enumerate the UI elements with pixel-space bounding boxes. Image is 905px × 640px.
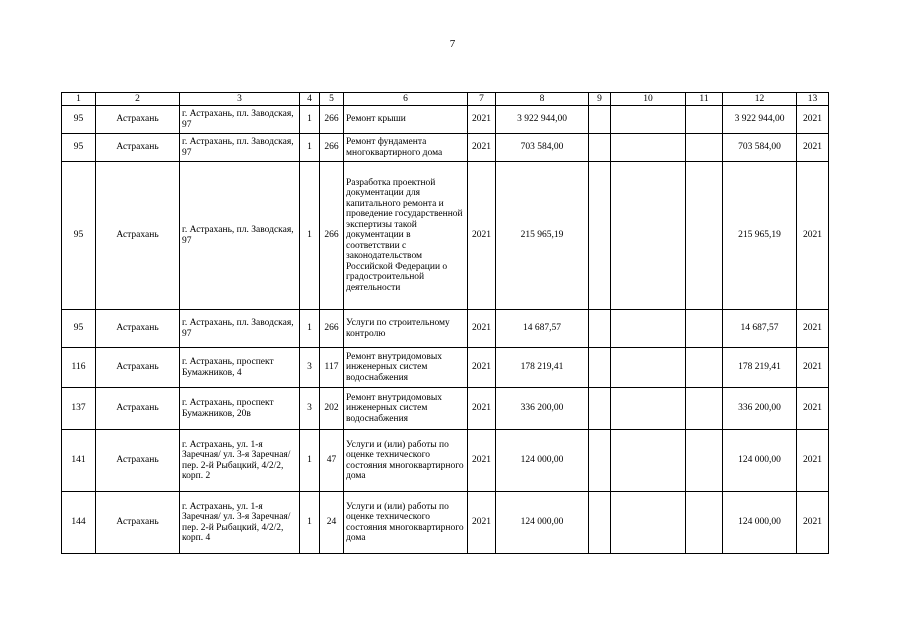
cell-col-4: 3: [300, 348, 320, 388]
cell-year: 2021: [468, 162, 496, 310]
cell-year: 2021: [468, 348, 496, 388]
cell-col-4: 1: [300, 134, 320, 162]
cell-address: г. Астрахань, ул. 1-я Заречная/ ул. 3-я Заречная/ пер. 2-й Рыбацкий, 4/2/2, корп. 4: [180, 492, 300, 554]
cell-year: 2021: [468, 106, 496, 134]
cell-address: г. Астрахань, проспект Бумажников, 4: [180, 348, 300, 388]
cell-col-5: 266: [320, 134, 344, 162]
cell-municipality: Астрахань: [96, 134, 180, 162]
cell-address: г. Астрахань, пл. Заводская, 97: [180, 162, 300, 310]
table-row: [62, 310, 829, 348]
cell-col-11: [686, 106, 723, 134]
cell-municipality: Астрахань: [96, 388, 180, 430]
cell-col-10: [611, 492, 686, 554]
cell-work-type: Ремонт внутридомовых инженерных систем водоснабжения: [344, 388, 468, 430]
table-row: [62, 492, 829, 554]
cell-register-number: 95: [62, 162, 96, 310]
cell-col-11: [686, 430, 723, 492]
cell-work-type: Ремонт фундамента многоквартирного дома: [344, 134, 468, 162]
cell-cost: 3 922 944,00: [496, 106, 589, 134]
cell-col-4: 1: [300, 310, 320, 348]
table-row: [62, 106, 829, 134]
column-header: 1: [62, 93, 96, 106]
cell-cost: 215 965,19: [496, 162, 589, 310]
cell-end-year: 2021: [797, 134, 829, 162]
cell-col-4: 1: [300, 106, 320, 134]
cell-col-9: [589, 162, 611, 310]
cell-register-number: 137: [62, 388, 96, 430]
cell-col-10: [611, 106, 686, 134]
cell-total: 703 584,00: [723, 134, 797, 162]
cell-total: 14 687,57: [723, 310, 797, 348]
cell-cost: 336 200,00: [496, 388, 589, 430]
cell-register-number: 116: [62, 348, 96, 388]
cell-col-10: [611, 310, 686, 348]
cell-municipality: Астрахань: [96, 162, 180, 310]
cell-cost: 14 687,57: [496, 310, 589, 348]
cell-end-year: 2021: [797, 430, 829, 492]
cell-year: 2021: [468, 388, 496, 430]
cell-end-year: 2021: [797, 348, 829, 388]
cell-year: 2021: [468, 430, 496, 492]
cell-register-number: 95: [62, 310, 96, 348]
cell-address: г. Астрахань, пл. Заводская, 97: [180, 106, 300, 134]
table-row: [62, 388, 829, 430]
column-header: 8: [496, 93, 589, 106]
cell-register-number: 95: [62, 106, 96, 134]
cell-col-9: [589, 348, 611, 388]
column-header: 11: [686, 93, 723, 106]
cell-col-9: [589, 492, 611, 554]
cell-col-5: 202: [320, 388, 344, 430]
cell-end-year: 2021: [797, 310, 829, 348]
table-row: [62, 430, 829, 492]
cell-total: 336 200,00: [723, 388, 797, 430]
cell-work-type: Услуги по строительному контролю: [344, 310, 468, 348]
cell-col-4: 1: [300, 492, 320, 554]
column-header: 13: [797, 93, 829, 106]
column-header: 3: [180, 93, 300, 106]
cell-work-type: Разработка проектной документации для капитального ремонта и проведение государственной экспертизы такой документации в соответствии с законодательством Российской Федерации о градостроительной деятельности: [344, 162, 468, 310]
cell-total: 178 219,41: [723, 348, 797, 388]
cell-col-10: [611, 430, 686, 492]
repair-plan-table: [61, 92, 829, 554]
cell-year: 2021: [468, 134, 496, 162]
cell-col-10: [611, 134, 686, 162]
cell-col-5: 47: [320, 430, 344, 492]
cell-col-11: [686, 348, 723, 388]
cell-end-year: 2021: [797, 106, 829, 134]
cell-total: 215 965,19: [723, 162, 797, 310]
cell-register-number: 141: [62, 430, 96, 492]
cell-col-11: [686, 388, 723, 430]
cell-col-9: [589, 388, 611, 430]
cell-year: 2021: [468, 492, 496, 554]
table-row: [62, 162, 829, 310]
cell-col-5: 266: [320, 310, 344, 348]
cell-col-5: 266: [320, 106, 344, 134]
column-header: 7: [468, 93, 496, 106]
cell-col-5: 117: [320, 348, 344, 388]
cell-address: г. Астрахань, ул. 1-я Заречная/ ул. 3-я Заречная/ пер. 2-й Рыбацкий, 4/2/2, корп. 2: [180, 430, 300, 492]
cell-address: г. Астрахань, проспект Бумажников, 20в: [180, 388, 300, 430]
cell-col-10: [611, 388, 686, 430]
cell-register-number: 144: [62, 492, 96, 554]
cell-cost: 703 584,00: [496, 134, 589, 162]
table-row: [62, 134, 829, 162]
table-row: [62, 348, 829, 388]
cell-work-type: Услуги и (или) работы по оценке технического состояния многоквартирного дома: [344, 430, 468, 492]
column-header: 12: [723, 93, 797, 106]
cell-end-year: 2021: [797, 162, 829, 310]
cell-work-type: Ремонт внутридомовых инженерных систем водоснабжения: [344, 348, 468, 388]
cell-col-9: [589, 106, 611, 134]
cell-total: 3 922 944,00: [723, 106, 797, 134]
cell-col-4: 1: [300, 430, 320, 492]
cell-municipality: Астрахань: [96, 430, 180, 492]
cell-col-4: 3: [300, 388, 320, 430]
cell-col-11: [686, 310, 723, 348]
cell-col-9: [589, 310, 611, 348]
cell-total: 124 000,00: [723, 492, 797, 554]
cell-municipality: Астрахань: [96, 348, 180, 388]
cell-col-11: [686, 134, 723, 162]
cell-municipality: Астрахань: [96, 310, 180, 348]
column-header: 9: [589, 93, 611, 106]
cell-end-year: 2021: [797, 492, 829, 554]
cell-col-9: [589, 134, 611, 162]
cell-col-11: [686, 492, 723, 554]
column-header: 10: [611, 93, 686, 106]
header-row: [62, 93, 829, 106]
column-header: 2: [96, 93, 180, 106]
cell-municipality: Астрахань: [96, 492, 180, 554]
column-header: 4: [300, 93, 320, 106]
cell-municipality: Астрахань: [96, 106, 180, 134]
cell-cost: 124 000,00: [496, 492, 589, 554]
cell-register-number: 95: [62, 134, 96, 162]
cell-col-5: 24: [320, 492, 344, 554]
page-number: 7: [449, 38, 456, 50]
cell-col-5: 266: [320, 162, 344, 310]
cell-col-10: [611, 162, 686, 310]
cell-col-9: [589, 430, 611, 492]
cell-cost: 178 219,41: [496, 348, 589, 388]
cell-col-10: [611, 348, 686, 388]
cell-year: 2021: [468, 310, 496, 348]
cell-end-year: 2021: [797, 388, 829, 430]
cell-address: г. Астрахань, пл. Заводская, 97: [180, 310, 300, 348]
cell-cost: 124 000,00: [496, 430, 589, 492]
cell-col-11: [686, 162, 723, 310]
cell-work-type: Ремонт крыши: [344, 106, 468, 134]
cell-total: 124 000,00: [723, 430, 797, 492]
column-header: 6: [344, 93, 468, 106]
column-header: 5: [320, 93, 344, 106]
cell-col-4: 1: [300, 162, 320, 310]
cell-address: г. Астрахань, пл. Заводская, 97: [180, 134, 300, 162]
cell-work-type: Услуги и (или) работы по оценке технического состояния многоквартирного дома: [344, 492, 468, 554]
